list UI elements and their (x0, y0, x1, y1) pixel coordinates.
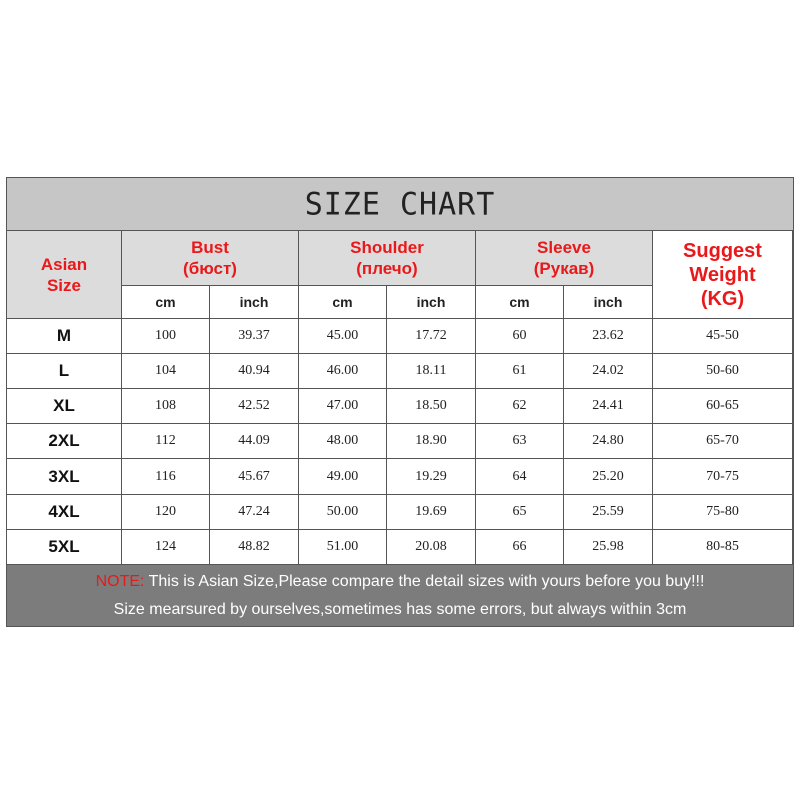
bust-cm-cell: 100 (122, 319, 210, 354)
unit-shoulder-cm: cm (299, 286, 387, 319)
header-sleeve-line1: Sleeve (537, 238, 591, 257)
sleeve-inch-cell: 25.59 (564, 495, 653, 530)
shoulder-inch-cell: 18.90 (387, 424, 476, 459)
header-shoulder-line2: (плечо) (356, 259, 418, 278)
shoulder-cm-cell: 49.00 (299, 459, 387, 495)
shoulder-inch-cell: 17.72 (387, 319, 476, 354)
weight-cell: 75-80 (653, 495, 793, 530)
bust-inch-cell: 42.52 (210, 389, 299, 424)
bust-cm-cell: 104 (122, 354, 210, 389)
header-weight-line2: Weight (689, 263, 756, 286)
bust-inch-cell: 48.82 (210, 530, 299, 565)
bust-cm-cell: 120 (122, 495, 210, 530)
shoulder-inch-cell: 18.11 (387, 354, 476, 389)
header-weight-line1: Suggest (683, 239, 762, 262)
weight-cell: 50-60 (653, 354, 793, 389)
size-cell: M (7, 319, 122, 354)
sleeve-cm-cell: 64 (476, 459, 564, 495)
shoulder-cm-cell: 47.00 (299, 389, 387, 424)
weight-cell: 70-75 (653, 459, 793, 495)
header-suggest-weight (653, 231, 793, 319)
sleeve-inch-cell: 24.80 (564, 424, 653, 459)
sleeve-inch-cell: 23.62 (564, 319, 653, 354)
header-sleeve-line2: (Рукав) (533, 259, 595, 278)
size-cell: 5XL (7, 530, 122, 565)
size-chart-table (6, 177, 794, 627)
shoulder-inch-cell: 20.08 (387, 530, 476, 565)
header-asian-size-line2: Size (46, 275, 81, 295)
note-bar (7, 565, 793, 626)
unit-shoulder-inch: inch (387, 286, 476, 319)
shoulder-inch-cell: 18.50 (387, 389, 476, 424)
header-weight-line3: (KG) (700, 287, 745, 310)
sleeve-inch-cell: 25.98 (564, 530, 653, 565)
sleeve-cm-cell: 63 (476, 424, 564, 459)
sleeve-inch-cell: 24.41 (564, 389, 653, 424)
bust-inch-cell: 44.09 (210, 424, 299, 459)
chart-title: SIZE CHART (304, 185, 496, 223)
sleeve-cm-cell: 65 (476, 495, 564, 530)
shoulder-cm-cell: 51.00 (299, 530, 387, 565)
header-shoulder (299, 231, 476, 286)
header-bust (122, 231, 299, 286)
unit-bust-cm: cm (122, 286, 210, 319)
bust-inch-cell: 39.37 (210, 319, 299, 354)
header-asian-size-line1: Asian (40, 254, 88, 274)
sleeve-cm-cell: 61 (476, 354, 564, 389)
header-bust-line1: Bust (191, 238, 229, 257)
shoulder-cm-cell: 45.00 (299, 319, 387, 354)
weight-cell: 80-85 (653, 530, 793, 565)
header-asian-size (7, 231, 122, 319)
header-sleeve (476, 231, 653, 286)
sleeve-cm-cell: 60 (476, 319, 564, 354)
unit-bust-inch: inch (210, 286, 299, 319)
note-text-1: This is Asian Size,Please compare the detail sizes with yours before you buy!!! (144, 572, 705, 590)
header-shoulder-line1: Shoulder (350, 238, 424, 257)
weight-cell: 65-70 (653, 424, 793, 459)
shoulder-cm-cell: 48.00 (299, 424, 387, 459)
bust-inch-cell: 40.94 (210, 354, 299, 389)
size-cell: 4XL (7, 495, 122, 530)
weight-cell: 45-50 (653, 319, 793, 354)
bust-cm-cell: 108 (122, 389, 210, 424)
header-bust-line2: (бюст) (183, 259, 237, 278)
bust-cm-cell: 116 (122, 459, 210, 495)
shoulder-cm-cell: 46.00 (299, 354, 387, 389)
size-cell: XL (7, 389, 122, 424)
shoulder-inch-cell: 19.29 (387, 459, 476, 495)
note-label: NOTE: (95, 572, 145, 590)
shoulder-cm-cell: 50.00 (299, 495, 387, 530)
unit-sleeve-cm: cm (476, 286, 564, 319)
size-cell: 3XL (7, 459, 122, 495)
sleeve-cm-cell: 66 (476, 530, 564, 565)
bust-cm-cell: 112 (122, 424, 210, 459)
note-line-1 (96, 568, 705, 596)
weight-cell: 60-65 (653, 389, 793, 424)
title-row (7, 178, 793, 231)
bust-inch-cell: 47.24 (210, 495, 299, 530)
sleeve-inch-cell: 25.20 (564, 459, 653, 495)
shoulder-inch-cell: 19.69 (387, 495, 476, 530)
bust-inch-cell: 45.67 (210, 459, 299, 495)
bust-cm-cell: 124 (122, 530, 210, 565)
sleeve-cm-cell: 62 (476, 389, 564, 424)
sleeve-inch-cell: 24.02 (564, 354, 653, 389)
note-line-2: Size mearsured by ourselves,sometimes has some errors, but always within 3cm (113, 600, 687, 618)
size-cell: L (7, 354, 122, 389)
size-cell: 2XL (7, 424, 122, 459)
unit-sleeve-inch: inch (564, 286, 653, 319)
